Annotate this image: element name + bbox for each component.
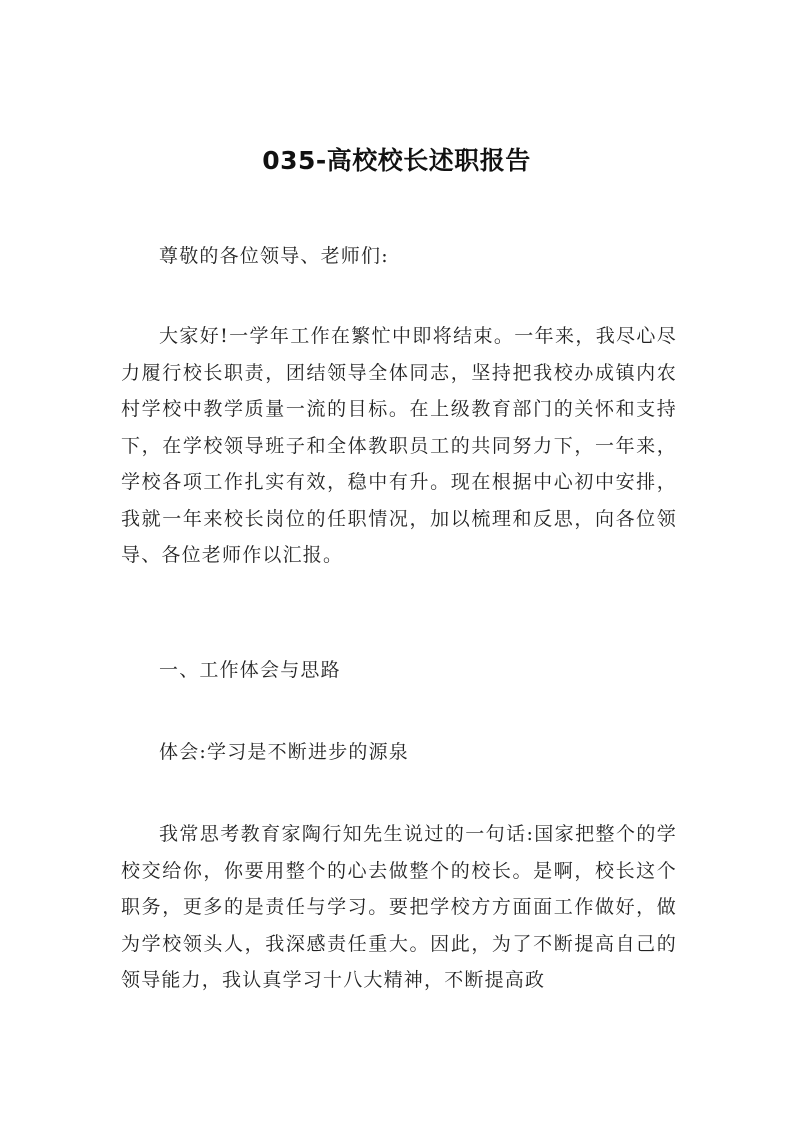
intro-paragraph: 大家好!一学年工作在繁忙中即将结束。一年来，我尽心尽力履行校长职责，团结领导全体同志，坚持把我校办成镇内农村学校中教学质量一流的目标。在上级教育部门的关怀和支持下，在学校领导班子和全体教职员工的共同努力下，一年来，学校各项工作扎实有效，稳中有升。现在根据中心初中安排，我就一年来校长岗位的任职情况，加以梳理和反思，向各位领导、各位老师作以汇报。 (121, 325, 677, 566)
document-title: 035-高校校长述职报告 (262, 145, 531, 175)
section-heading: 一、工作体会与思路 (159, 659, 341, 681)
body-paragraph: 我常思考教育家陶行知先生说过的一句话:国家把整个的学校交给你，你要用整个的心去做整个的校长。是啊，校长这个职务，更多的是责任与学习。要把学校方方面面工作做好，做为学校领头人，我深感责任重大。因此，为了不断提高自己的领导能力，我认真学习十八大精神，不断提高政 (121, 823, 677, 991)
subsection-heading: 体会:学习是不断进步的源泉 (159, 741, 410, 763)
salutation-paragraph: 尊敬的各位领导、老师们: (159, 245, 389, 267)
